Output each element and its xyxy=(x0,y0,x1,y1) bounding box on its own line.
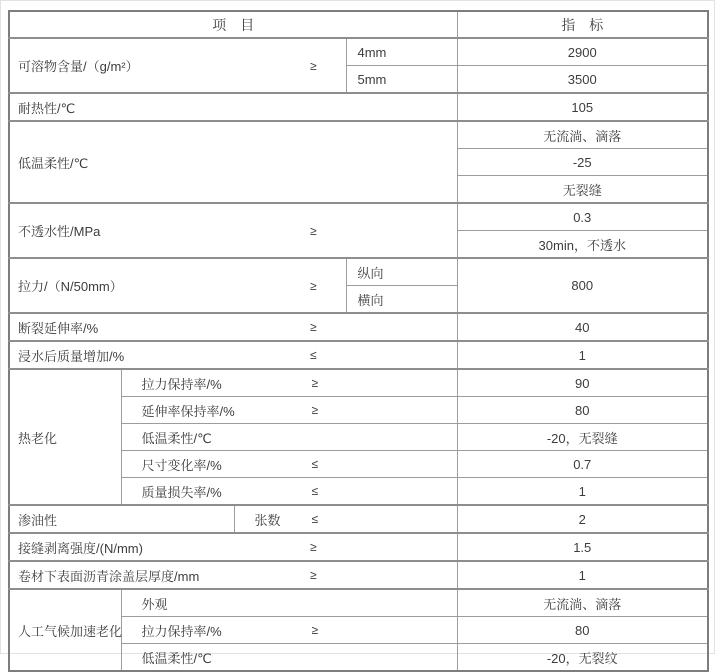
header-indicator: 指 标 xyxy=(457,11,708,38)
heat-aging-item-5-label: 质量损失率/% xyxy=(141,484,222,500)
tensile-sub-longitudinal: 纵向 xyxy=(346,258,457,286)
heat-aging-item-1-value: 90 xyxy=(457,369,708,397)
gte-symbol: ≥ xyxy=(310,540,317,554)
gte-symbol: ≥ xyxy=(311,376,319,390)
lowtemp-value-2: -25 xyxy=(457,149,708,176)
heat-aging-item-4-value: 0.7 xyxy=(457,451,708,478)
row-soluble-4mm xyxy=(9,38,708,66)
weathering-item-1-value: 无流淌、滴落 xyxy=(457,589,708,617)
header-item: 项 目 xyxy=(9,11,457,38)
heat-aging-item-3-label: 低温柔性/℃ xyxy=(141,430,212,446)
impermeability-label: 不透水性/MPa xyxy=(18,224,101,239)
gte-symbol: ≥ xyxy=(310,58,317,73)
lowtemp-value-1: 无流淌、滴落 xyxy=(457,121,708,149)
coating-label: 卷材下表面沥青涂盖层厚度/mm xyxy=(18,568,200,584)
heat-aging-item-2-value: 80 xyxy=(457,397,708,424)
heat-resistance-value: 105 xyxy=(457,93,708,121)
oil-value: 2 xyxy=(457,505,708,533)
row-elongation xyxy=(9,313,708,341)
heat-aging-item-3-value: -20，无裂缝 xyxy=(457,424,708,451)
oil-label: 渗油性 xyxy=(9,505,234,533)
heat-aging-item-4-label-cell xyxy=(121,451,457,478)
weathering-item-3-label: 低温柔性/℃ xyxy=(141,650,212,666)
lte-symbol: ≤ xyxy=(311,512,319,526)
heat-aging-item-2-label-cell xyxy=(121,397,457,424)
row-tensile-longitudinal xyxy=(9,258,708,286)
elongation-label-cell xyxy=(9,313,457,341)
header-row xyxy=(9,11,708,38)
gte-symbol: ≥ xyxy=(311,403,319,417)
heat-aging-item-3-label-cell xyxy=(121,424,457,451)
row-oil-penetration xyxy=(9,505,708,533)
lte-symbol: ≤ xyxy=(310,348,317,362)
lowtemp-label: 低温柔性/℃ xyxy=(9,121,457,203)
soluble-label: 可溶物含量/（g/m²） xyxy=(18,59,139,74)
elongation-label: 断裂延伸率/% xyxy=(18,320,99,336)
tensile-label: 拉力/（N/50mm） xyxy=(18,279,123,294)
elongation-value: 40 xyxy=(457,313,708,341)
row-heat-resistance xyxy=(9,93,708,121)
impermeability-value-1: 0.3 xyxy=(457,203,708,231)
oil-sub-label: 张数 xyxy=(254,512,281,528)
peel-label: 接缝剥离强度/(N/mm) xyxy=(18,540,143,556)
weathering-label: 人工气候加速老化 xyxy=(9,589,121,671)
tensile-value: 800 xyxy=(457,258,708,313)
row-lowtemp-1 xyxy=(9,121,708,149)
row-impermeability-1 xyxy=(9,203,708,231)
tensile-label-cell xyxy=(9,258,346,313)
peel-label-cell xyxy=(9,533,457,561)
water-mass-value: 1 xyxy=(457,341,708,369)
tensile-sub-transverse: 横向 xyxy=(346,286,457,314)
weathering-item-2-label: 拉力保持率/% xyxy=(141,623,222,639)
row-weathering-1 xyxy=(9,589,708,617)
water-mass-label: 浸水后质量增加/% xyxy=(18,348,125,364)
weathering-item-3-label-cell xyxy=(121,644,457,672)
row-coating-thickness xyxy=(9,561,708,589)
lowtemp-value-3: 无裂缝 xyxy=(457,176,708,204)
heat-aging-item-1-label-cell xyxy=(121,369,457,397)
impermeability-value-2: 30min，不透水 xyxy=(457,231,708,259)
lte-symbol: ≤ xyxy=(311,484,319,498)
gte-symbol: ≥ xyxy=(310,223,317,238)
soluble-value-5mm: 3500 xyxy=(457,66,708,94)
lte-symbol: ≤ xyxy=(311,457,319,471)
heat-resistance-label: 耐热性/℃ xyxy=(9,93,457,121)
heat-aging-item-1-label: 拉力保持率/% xyxy=(141,376,222,392)
water-mass-label-cell xyxy=(9,341,457,369)
gte-symbol: ≥ xyxy=(310,568,317,582)
heat-aging-item-2-label: 延伸率保持率/% xyxy=(141,403,235,419)
gte-symbol: ≥ xyxy=(311,623,319,637)
oil-sub-cell xyxy=(234,505,457,533)
weathering-item-1-label: 外观 xyxy=(141,596,168,612)
gte-symbol: ≥ xyxy=(310,278,317,293)
row-peel-strength xyxy=(9,533,708,561)
row-heat-aging-1 xyxy=(9,369,708,397)
soluble-sub-4mm: 4mm xyxy=(346,38,457,66)
soluble-value-4mm: 2900 xyxy=(457,38,708,66)
weathering-item-1-label-cell xyxy=(121,589,457,617)
heat-aging-item-5-value: 1 xyxy=(457,478,708,506)
heat-aging-item-4-label: 尺寸变化率/% xyxy=(141,457,222,473)
peel-value: 1.5 xyxy=(457,533,708,561)
impermeability-label-cell xyxy=(9,203,457,258)
soluble-sub-5mm: 5mm xyxy=(346,66,457,94)
weathering-item-2-value: 80 xyxy=(457,617,708,644)
weathering-item-2-label-cell xyxy=(121,617,457,644)
coating-value: 1 xyxy=(457,561,708,589)
gte-symbol: ≥ xyxy=(310,320,317,334)
heat-aging-item-5-label-cell xyxy=(121,478,457,506)
heat-aging-label: 热老化 xyxy=(9,369,121,505)
spec-table xyxy=(8,10,709,672)
coating-label-cell xyxy=(9,561,457,589)
row-water-mass-gain xyxy=(9,341,708,369)
weathering-item-3-value: -20，无裂纹 xyxy=(457,644,708,672)
soluble-label-cell xyxy=(9,38,346,93)
